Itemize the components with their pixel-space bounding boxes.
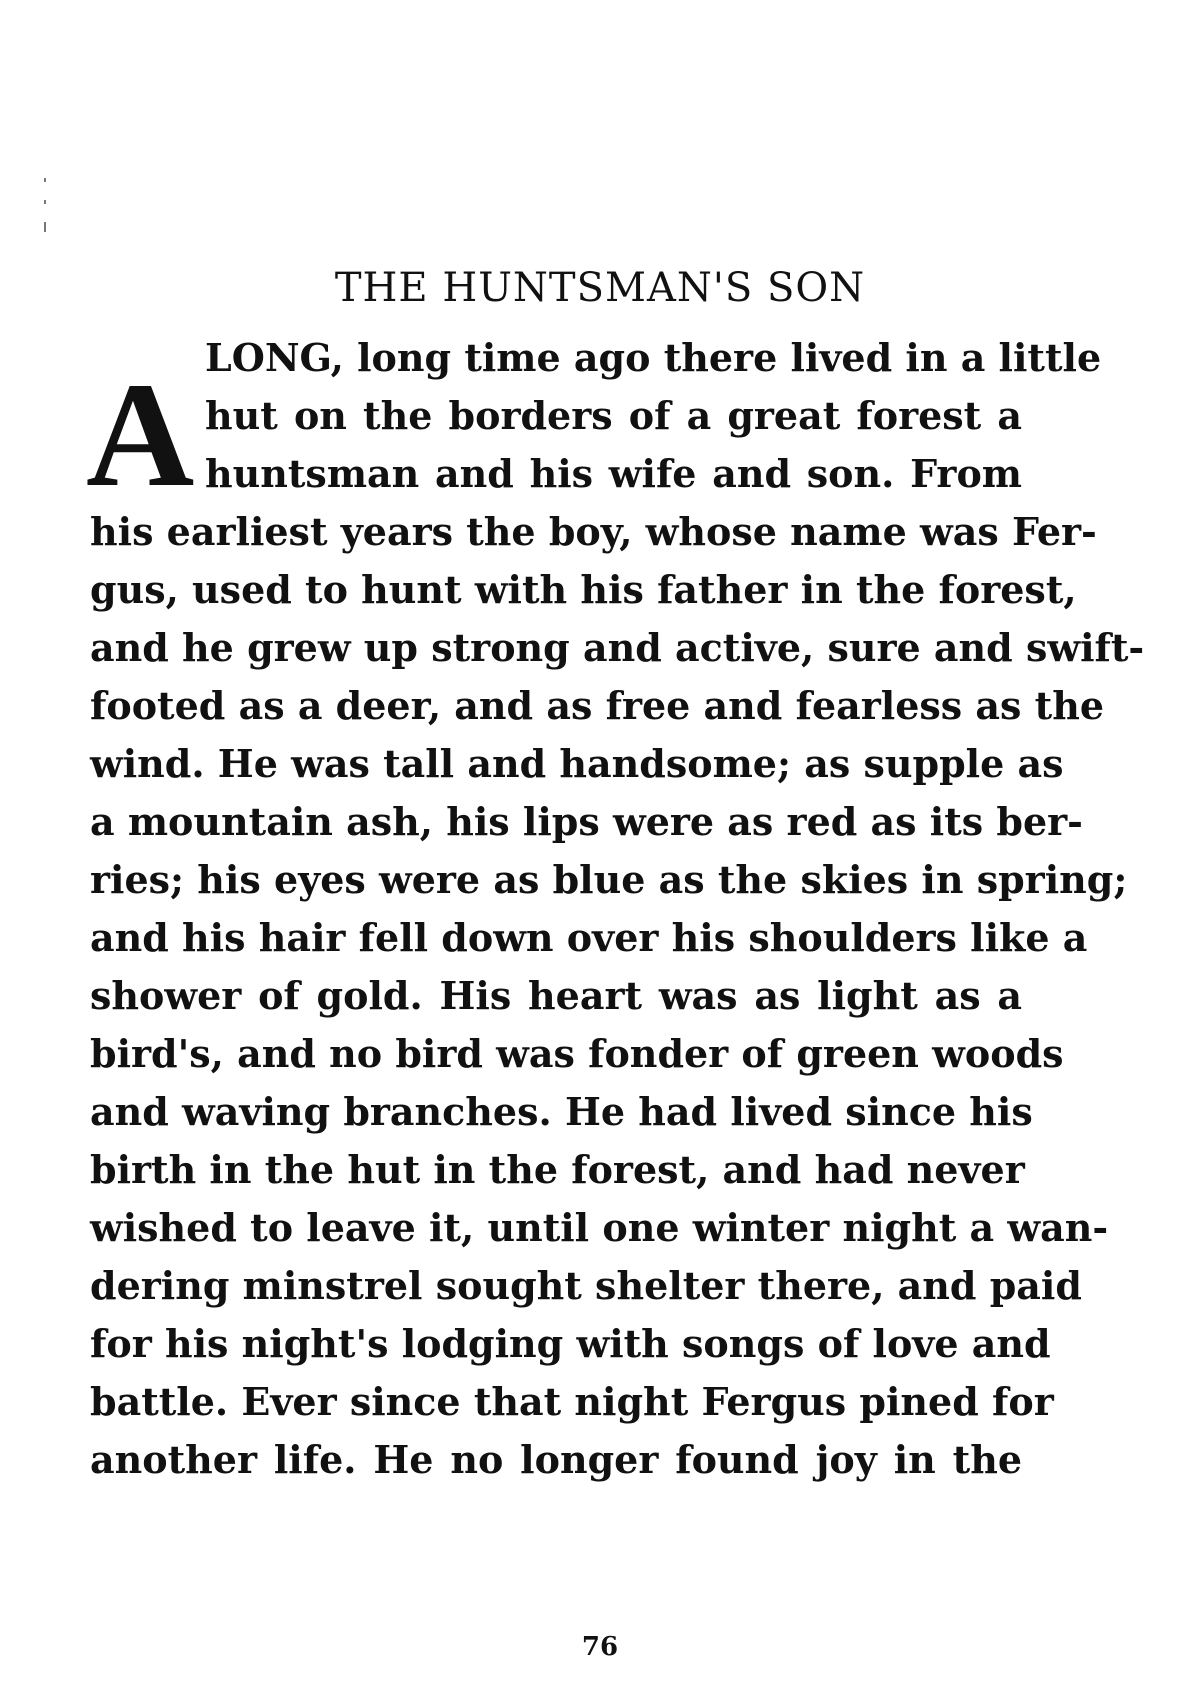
text-line: gus, used to hunt with his father in the forest, xyxy=(90,567,1077,612)
text-line: shower of gold. His heart was as light as a xyxy=(90,973,1022,1018)
text-line: and waving branches. He had lived since his xyxy=(90,1089,1033,1134)
margin-speck xyxy=(44,178,46,182)
text-line: LONG, long time ago there lived in a little xyxy=(205,335,1102,380)
text-line: another life. He no longer found joy in the xyxy=(90,1437,1022,1482)
text-line: for his night's lodging with songs of love and xyxy=(90,1321,1051,1366)
text-line: footed as a deer, and as free and fearless as the xyxy=(90,683,1104,728)
text-line: bird's, and no bird was fonder of green woods xyxy=(90,1031,1064,1076)
text-line: wind. He was tall and handsome; as supple as xyxy=(90,741,1064,786)
drop-cap-letter: A xyxy=(86,352,195,518)
text-line: hut on the borders of a great forest a xyxy=(205,393,1022,438)
margin-speck xyxy=(44,222,46,232)
text-line: huntsman and his wife and son. From xyxy=(205,451,1022,496)
margin-speck xyxy=(44,200,46,204)
text-line: battle. Ever since that night Fergus pined for xyxy=(90,1379,1054,1424)
text-line: wished to leave it, until one winter night a wan- xyxy=(90,1205,1109,1250)
text-line: a mountain ash, his lips were as red as its ber- xyxy=(90,799,1083,844)
text-line: and he grew up strong and active, sure and swift- xyxy=(90,625,1145,670)
text-line: ries; his eyes were as blue as the skies in spring; xyxy=(90,857,1128,902)
text-line: dering minstrel sought shelter there, and paid xyxy=(90,1263,1082,1308)
text-line: and his hair fell down over his shoulders like a xyxy=(90,915,1088,960)
text-line: his earliest years the boy, whose name was Fer- xyxy=(90,509,1097,554)
page-number: 76 xyxy=(581,1632,619,1662)
chapter-title: THE HUNTSMAN'S SON xyxy=(334,264,866,311)
text-line: birth in the hut in the forest, and had never xyxy=(90,1147,1025,1192)
